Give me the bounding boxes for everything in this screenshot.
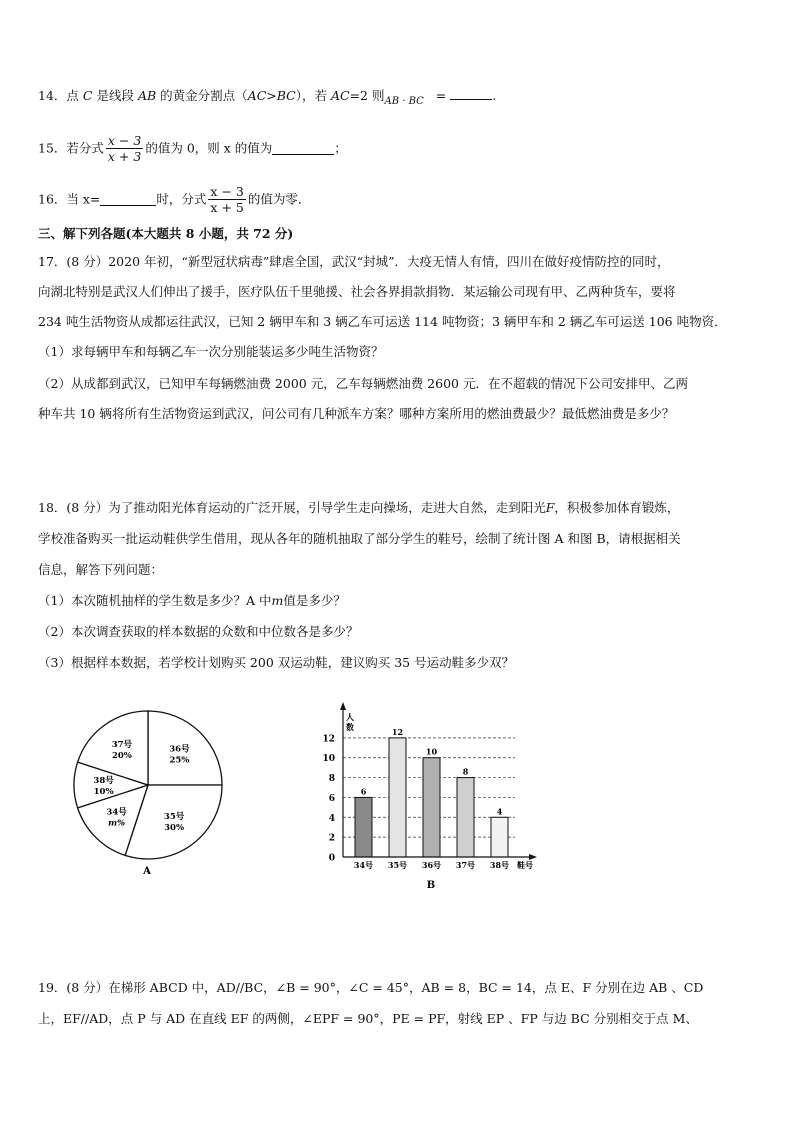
pie-slice-label-3: 34号 <box>106 807 127 818</box>
bar-value-label: 8 <box>462 766 469 777</box>
pie-chart-title: A <box>143 866 151 877</box>
y-tick-label: 6 <box>328 793 335 804</box>
bar-value-label: 4 <box>496 806 503 817</box>
bar-37号 <box>457 778 474 857</box>
y-tick-label: 12 <box>322 734 335 745</box>
q16-prefix: 16．当 x= <box>38 191 101 207</box>
question-15 <box>38 133 347 164</box>
q19-line-2: 上，EF//AD，点 P 与 AD 在直线 EF 的两侧，∠EPF = 90°，PE = PF，射线 EP 、FP 与边 BC 分别相交于点 M、 <box>38 1011 698 1026</box>
question-16 <box>38 184 310 215</box>
pie-slice-value-1: 25% <box>169 755 190 766</box>
q15-text: 的值为 0，则 x 的值为 <box>145 140 273 156</box>
q14-segment-ab: AB <box>137 88 157 103</box>
q15-denominator: x + 3 <box>107 149 142 164</box>
q17-line-2: 向湖北特别是武汉人们伸出了援手，医疗队伍千里驰援、社会各界捐款捐物．某运输公司现有甲、乙两种货车，要将 <box>38 284 676 299</box>
q14-ac: AC <box>330 88 350 103</box>
y-tick-label: 0 <box>328 853 335 864</box>
q17-line-1: 17．(8 分）2020 年初，“新型冠状病毒”肆虐全国，武汉“封城”．大疫无情人有情，四川在做好疫情防控的同时， <box>38 254 670 269</box>
bar-value-label: 10 <box>425 746 438 757</box>
q18-m: m <box>271 593 284 608</box>
q18-line-1a: 18．(8 分）为了推动阳光体育运动的广泛开展，引导学生走向操场，走进大自然，走到阳光 <box>38 500 546 515</box>
x-tick-label: 35号 <box>387 860 408 870</box>
q19-line-1: 19．(8 分）在梯形 ABCD 中，AD//BC，∠B = 90°，∠C = 45°，AB = 8，BC = 14，点 E、F 分别在边 AB 、CD <box>38 980 704 995</box>
x-tick-label: 36号 <box>421 860 442 870</box>
y-tick-label: 8 <box>328 774 335 785</box>
q16-end: 的值为零． <box>247 191 311 207</box>
bar-chart-title: B <box>426 880 436 891</box>
q15-prefix: 15．若分式 <box>38 140 104 156</box>
q16-denominator: x + 5 <box>210 200 244 215</box>
q14-subscript: AB · BC <box>384 96 424 107</box>
q16-fraction <box>208 184 245 215</box>
x-axis-title: 鞋号 <box>517 860 533 870</box>
q14-prefix: 14．点 <box>38 88 79 103</box>
q17-part-2a: （2）从成都到武汉，已知甲车每辆燃油费 2000 元，乙车每辆燃油费 2600 元．在不超载的情况下公司安排甲、乙两 <box>38 376 688 391</box>
q17-line-3: 234 吨生活物资从成都运往武汉，已知 2 辆甲车和 3 辆乙车可运送 114 吨物资；3 辆甲车和 2 辆乙车可运送 106 吨物资． <box>38 314 727 329</box>
bar-38号 <box>491 817 508 857</box>
q14-condition: AC>BC <box>247 88 296 103</box>
q14-text-2: 的黄金分割点（ <box>160 88 248 103</box>
y-axis-arrow <box>340 702 346 710</box>
q14-text-1: 是线段 <box>96 88 134 103</box>
q16-numerator: x − 3 <box>210 184 244 199</box>
q18-f: F <box>545 500 555 515</box>
q15-numerator: x − 3 <box>107 133 142 148</box>
q18-part-1a: （1）本次随机抽样的学生数是多少？A 中 <box>38 593 272 608</box>
y-axis-title-1: 人 <box>346 712 354 722</box>
y-tick-label: 2 <box>328 833 335 844</box>
bar-value-label: 6 <box>360 786 367 797</box>
pie-chart-a <box>60 700 250 900</box>
q18-part-1 <box>38 593 346 609</box>
bar-chart-b <box>315 700 545 900</box>
q16-text: 时，分式 <box>156 191 207 207</box>
question-14 <box>38 87 496 110</box>
pie-slice-value-4: 10% <box>93 787 114 797</box>
pie-slice-label-1: 36号 <box>169 744 190 755</box>
q18-line-2: 学校准备购买一批运动鞋供学生借用，现从各年的随机抽取了部分学生的鞋号，绘制了统计图 A 和图 B，请根据相关 <box>38 531 681 546</box>
q17-part-2b: 种车共 10 辆将所有生活物资运到武汉，问公司有几种派车方案？哪种方案所用的燃油费最少？最低燃油费是多少？ <box>38 406 675 421</box>
x-tick-label: 37号 <box>455 860 476 870</box>
q18-line-1b: ，积极参加体育锻炼， <box>554 500 680 515</box>
bar-36号 <box>423 758 440 857</box>
bar-value-label: 12 <box>391 726 404 737</box>
q14-text-3: ），若 <box>295 88 327 103</box>
q17-part-1: （1）求每辆甲车和每辆乙车一次分别能装运多少吨生活物资？ <box>38 344 384 359</box>
y-tick-label: 10 <box>322 754 335 765</box>
section-heading: 三、解下列各题(本大题共 8 小题，共 72 分) <box>38 226 294 241</box>
q16-answer-blank[interactable] <box>100 193 156 206</box>
q15-answer-blank[interactable] <box>272 142 334 155</box>
q14-answer-blank[interactable] <box>450 87 492 100</box>
q14-end: . <box>492 88 497 103</box>
pie-slice-value-2: 30% <box>164 822 185 833</box>
q18-part-1b: 值是多少？ <box>283 593 346 608</box>
y-axis-title-2: 数 <box>346 722 354 732</box>
q18-line-3: 信息，解答下列问题： <box>38 562 164 577</box>
q14-point-c: C <box>82 88 93 103</box>
x-tick-label: 34号 <box>353 860 374 870</box>
pie-slice-value-5: 20% <box>111 751 132 762</box>
x-tick-label: 38号 <box>489 860 510 870</box>
pie-slice-label-5: 37号 <box>111 740 133 751</box>
y-tick-label: 4 <box>328 813 335 824</box>
pie-slice-value-3: m% <box>108 818 126 829</box>
pie-slice-label-2: 35号 <box>163 811 185 822</box>
q14-text-4: =2 则 <box>349 88 385 103</box>
q14-equals: = <box>435 88 447 103</box>
bar-34号 <box>355 797 372 857</box>
q15-end: ； <box>334 140 347 156</box>
q18-line-1 <box>38 500 679 516</box>
q15-fraction <box>106 133 143 164</box>
bar-35号 <box>389 738 406 857</box>
pie-slice-label-4: 38号 <box>93 776 114 786</box>
q18-part-2: （2）本次调查获取的样本数据的众数和中位数各是多少？ <box>38 624 359 639</box>
q18-part-3: （3）根据样本数据，若学校计划购买 200 双运动鞋，建议购买 35 号运动鞋多少双？ <box>38 655 515 670</box>
